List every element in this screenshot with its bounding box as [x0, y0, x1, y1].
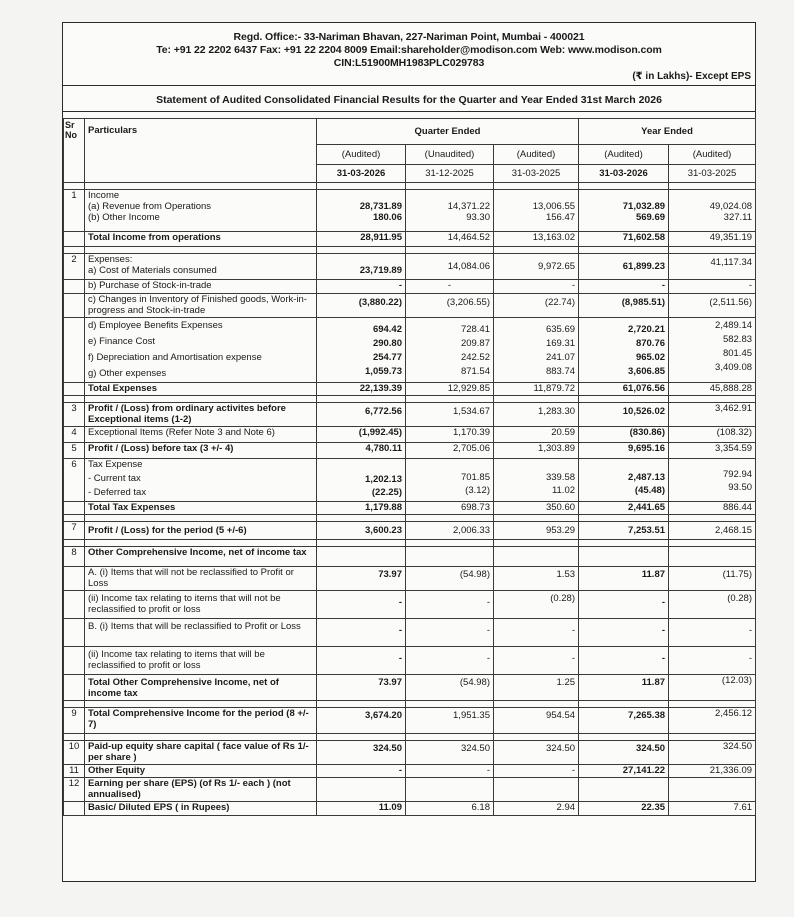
value: 582.83 [722, 334, 753, 345]
value: 209.87 [460, 338, 490, 349]
value-cell [579, 459, 669, 502]
value: 23,719.89 [317, 254, 406, 280]
status-cell: (Audited) [494, 145, 579, 165]
date-cell: 31-03-2025 [494, 165, 579, 183]
value: - [317, 647, 406, 675]
value: 45,888.28 [669, 383, 756, 396]
value: 11.87 [579, 675, 669, 701]
value: - [579, 591, 669, 619]
value: 2,487.13 [628, 472, 666, 483]
oci-b1-row [64, 619, 756, 647]
value: 20.59 [494, 427, 579, 443]
tax-expense-row [64, 459, 756, 502]
value: 1,534.67 [406, 403, 494, 427]
section-heading: Tax Expense [88, 459, 143, 470]
value: 71,602.58 [579, 232, 669, 247]
value: 324.50 [669, 741, 756, 765]
value: - [579, 619, 669, 647]
value: 13,006.55 [532, 201, 576, 212]
value: (11.75) [669, 567, 756, 591]
sr-cell: 10 [64, 741, 85, 765]
value: 324.50 [406, 741, 494, 765]
date-cell: 31-03-2026 [579, 165, 669, 183]
value: 2,456.12 [669, 708, 756, 734]
value: (2,511.56) [669, 294, 756, 318]
col-quarter-ended: Quarter Ended [317, 119, 579, 145]
value: 1.53 [494, 567, 579, 591]
row-label: (ii) Income tax relating to items that will not be reclassified to profit or loss [85, 591, 317, 619]
value: (12.03) [669, 675, 756, 701]
value: (54.98) [406, 567, 494, 591]
value: 324.50 [317, 741, 406, 765]
value: 2,489.14 [715, 320, 753, 331]
value: 11.87 [579, 567, 669, 591]
row-label: Total Tax Expenses [85, 502, 317, 515]
sr-cell: 1 [64, 190, 85, 232]
value: - [494, 765, 579, 778]
row-label: Total Comprehensive Income for the period (8 +/- 7) [85, 708, 317, 734]
value: (45.48) [634, 485, 666, 496]
value: - [579, 280, 669, 294]
total-tax-row [64, 502, 756, 515]
value: 73.97 [317, 675, 406, 701]
value: 12,929.85 [406, 383, 494, 396]
expense-particulars [85, 254, 317, 280]
results-statement [62, 22, 756, 882]
line-item-label: (a) Revenue from Operations [88, 201, 212, 212]
value: 6,772.56 [317, 403, 406, 427]
value-cell [406, 318, 494, 383]
expense-d-g-row [64, 318, 756, 383]
value: 3,606.85 [628, 366, 666, 377]
row-label: d) Employee Benefits Expenses [88, 320, 223, 331]
value: 28,731.89 [359, 201, 402, 212]
section-heading: Other Comprehensive Income, net of income tax [85, 547, 317, 567]
value: (3,206.55) [406, 294, 494, 318]
divider [63, 111, 755, 112]
tax-particulars [85, 459, 317, 502]
oci-heading-row [64, 547, 756, 567]
row-label: B. (i) Items that will be reclassified to Profit or Loss [85, 619, 317, 647]
value: 1,059.73 [365, 366, 402, 377]
value: 694.42 [372, 324, 402, 335]
value-cell [317, 190, 406, 232]
row-label: b) Purchase of Stock-in-trade [85, 280, 317, 294]
value: 11.09 [317, 802, 406, 816]
table-header-row [64, 119, 756, 145]
row-label: Profit / (Loss) before tax (3 +/- 4) [85, 443, 317, 459]
oci-a1-row [64, 567, 756, 591]
oci-b2-row [64, 647, 756, 675]
value: 324.50 [579, 741, 669, 765]
section-heading: Income [88, 190, 120, 201]
value: 180.06 [372, 212, 402, 223]
spacer-row [64, 734, 756, 741]
value: - [317, 765, 406, 778]
value-cell [406, 459, 494, 502]
col-particulars: Particulars [85, 119, 317, 183]
value: 3,409.08 [715, 362, 753, 373]
value: - [317, 280, 406, 294]
row-label: a) Cost of Materials consumed [88, 265, 217, 276]
value: 9,972.65 [494, 254, 579, 280]
value: 2,468.15 [669, 522, 756, 540]
expense-c-row [64, 294, 756, 318]
value: - [669, 280, 756, 294]
row-label: e) Finance Cost [88, 336, 156, 347]
value-cell [494, 190, 579, 232]
row-label: c) Changes in Inventory of Finished goods, Work-in-progress and Stock-in-trade [85, 294, 317, 318]
value: 1.25 [494, 675, 579, 701]
spacer-row [64, 247, 756, 254]
date-cell: 31-03-2025 [669, 165, 756, 183]
value: 2.94 [494, 802, 579, 816]
value: (0.28) [494, 591, 579, 619]
sr-cell: 12 [64, 778, 85, 802]
row-label: Paid-up equity share capital ( face value of Rs 1/- per share ) [85, 741, 317, 765]
row-label: g) Other expenses [88, 368, 167, 379]
value: - [494, 619, 579, 647]
value: 2,720.21 [628, 324, 666, 335]
value-cell [494, 459, 579, 502]
value: 49,351.19 [669, 232, 756, 247]
value: 2,006.33 [406, 522, 494, 540]
date-cell: 31-12-2025 [406, 165, 494, 183]
value: (54.98) [406, 675, 494, 701]
value-cell [494, 318, 579, 383]
value: 3,462.91 [669, 403, 756, 427]
row-label: (ii) Income tax relating to items that will be reclassified to profit or loss [85, 647, 317, 675]
row-label: Total Income from operations [85, 232, 317, 247]
row-label: Profit / (Loss) from ordinary activites before Exceptional items (1-2) [85, 403, 317, 427]
value: 22,139.39 [317, 383, 406, 396]
row-label: Total Expenses [85, 383, 317, 396]
value: 871.54 [460, 366, 490, 377]
oci-total-row [64, 675, 756, 701]
value: - [669, 619, 756, 647]
value: 21,336.09 [669, 765, 756, 778]
value: 1,951.35 [406, 708, 494, 734]
total-income-row [64, 232, 756, 247]
sr-cell: 7 [64, 522, 85, 540]
value: 3,600.23 [317, 522, 406, 540]
row-label: Exceptional Items (Refer Note 3 and Note 6) [85, 427, 317, 443]
value-cell [669, 318, 756, 383]
value: 2,705.06 [406, 443, 494, 459]
value: (0.28) [669, 591, 756, 619]
eps-row [64, 802, 756, 816]
value: 14,084.06 [406, 254, 494, 280]
value: 22.35 [579, 802, 669, 816]
value: (830.86) [579, 427, 669, 443]
spacer-row [64, 540, 756, 547]
total-expenses-row [64, 383, 756, 396]
value: 27,141.22 [579, 765, 669, 778]
other-equity-row [64, 765, 756, 778]
spacer-row [64, 396, 756, 403]
value: 965.02 [635, 352, 666, 363]
value: 241.07 [545, 352, 576, 363]
sr-cell: 5 [64, 443, 85, 459]
spacer-row [64, 701, 756, 708]
value-cell [317, 459, 406, 502]
sr-cell: 2 [64, 254, 85, 280]
value: 954.54 [494, 708, 579, 734]
value: - [579, 647, 669, 675]
value: 3,674.20 [317, 708, 406, 734]
value: (3,880.22) [317, 294, 406, 318]
sr-cell: 3 [64, 403, 85, 427]
value: 28,911.95 [317, 232, 406, 247]
value: 61,076.56 [579, 383, 669, 396]
value: (22.25) [371, 487, 402, 498]
value: 792.94 [722, 469, 753, 480]
cin-line: CIN:L51900MH1983PLC029783 [333, 57, 485, 69]
line-item-label: (b) Other Income [88, 212, 160, 223]
financial-results-table [63, 118, 755, 816]
line-item-label: - Deferred tax [88, 487, 147, 498]
value: 698.73 [406, 502, 494, 515]
value: 11.02 [551, 485, 576, 496]
value: 169.31 [545, 338, 576, 349]
total-comprehensive-income-row [64, 708, 756, 734]
sr-cell: 6 [64, 459, 85, 502]
row-label: Profit / (Loss) for the period (5 +/-6) [85, 522, 317, 540]
value: 635.69 [545, 324, 576, 335]
value: 3,354.59 [669, 443, 756, 459]
value-cell [406, 190, 494, 232]
value: 701.85 [460, 472, 490, 483]
line-item-label: - Current tax [88, 473, 141, 484]
value: 73.97 [317, 567, 406, 591]
units-note: (₹ in Lakhs)- Except EPS [632, 71, 751, 82]
value: - [406, 619, 494, 647]
value: 953.29 [494, 522, 579, 540]
value: 93.50 [728, 482, 753, 493]
statement-title: Statement of Audited Consolidated Financial Results for the Quarter and Year Ended 31st March 2026 [156, 94, 662, 106]
date-cell: 31-03-2026 [317, 165, 406, 183]
value: 1,283.30 [494, 403, 579, 427]
value: 7,265.38 [579, 708, 669, 734]
value: 1,202.13 [365, 474, 402, 485]
value: 350.60 [494, 502, 579, 515]
value: 324.50 [494, 741, 579, 765]
value: (22.74) [494, 294, 579, 318]
value: 61,899.23 [579, 254, 669, 280]
value: 156.47 [545, 212, 576, 223]
value: (3.12) [465, 485, 490, 496]
value: 339.58 [545, 472, 576, 483]
expense-b-row [64, 280, 756, 294]
row-label: Other Equity [85, 765, 317, 778]
row-label: A. (i) Items that will not be reclassified to Profit or Loss [85, 567, 317, 591]
divider [63, 85, 755, 86]
value: 569.69 [635, 212, 666, 223]
value: 14,371.22 [447, 201, 490, 212]
sr-cell: 9 [64, 708, 85, 734]
value: 9,695.16 [579, 443, 669, 459]
paid-up-capital-row [64, 741, 756, 765]
oci-a2-row [64, 591, 756, 619]
value: 10,526.02 [579, 403, 669, 427]
col-sr: Sr No [64, 119, 85, 183]
value: 883.74 [545, 366, 576, 377]
value: 728.41 [460, 324, 490, 335]
section-heading: Expenses: [88, 254, 133, 265]
value: - [317, 619, 406, 647]
eps-heading-row [64, 778, 756, 802]
value: - [406, 647, 494, 675]
expense-labels [85, 318, 317, 383]
value: 14,464.52 [406, 232, 494, 247]
value-cell [579, 318, 669, 383]
value: 7.61 [669, 802, 756, 816]
value: 327.11 [723, 212, 753, 223]
value: 290.80 [372, 338, 402, 349]
status-cell: (Audited) [669, 145, 756, 165]
spacer-row [64, 183, 756, 190]
value: 13,163.02 [494, 232, 579, 247]
value-cell [579, 190, 669, 232]
value: - [406, 765, 494, 778]
row-label: Earning per share (EPS) (of Rs 1/- each ) (not annualised) [85, 778, 317, 802]
sr-cell: 4 [64, 427, 85, 443]
exceptional-items-row [64, 427, 756, 443]
value: (8,985.51) [579, 294, 669, 318]
value: 1,170.39 [406, 427, 494, 443]
row-label: Total Other Comprehensive Income, net of income tax [85, 675, 317, 701]
row-label: Basic/ Diluted EPS ( in Rupees) [85, 802, 317, 816]
value-cell [317, 318, 406, 383]
value: (108.32) [669, 427, 756, 443]
value: 801.45 [722, 348, 753, 359]
sr-cell: 11 [64, 765, 85, 778]
value: 6.18 [406, 802, 494, 816]
value: - [494, 647, 579, 675]
value: 870.76 [635, 338, 666, 349]
value: 11,879.72 [494, 383, 579, 396]
value: - [317, 591, 406, 619]
profit-for-period-row [64, 522, 756, 540]
value: 93.30 [466, 212, 490, 223]
value-cell [669, 459, 756, 502]
value: - [669, 647, 756, 675]
value-cell [669, 190, 756, 232]
profit-before-exceptional-row [64, 403, 756, 427]
value: 49,024.08 [709, 201, 753, 212]
value: 4,780.11 [317, 443, 406, 459]
income-particulars [85, 190, 317, 232]
col-year-ended: Year Ended [579, 119, 756, 145]
status-cell: (Audited) [579, 145, 669, 165]
value: 7,253.51 [579, 522, 669, 540]
expense-a-row [64, 254, 756, 280]
status-cell: (Unaudited) [406, 145, 494, 165]
registered-office-line: Regd. Office:- 33-Nariman Bhavan, 227-Nariman Point, Mumbai - 400021 [233, 31, 585, 43]
profit-before-tax-row [64, 443, 756, 459]
value: 1,303.89 [494, 443, 579, 459]
value: (1,992.45) [317, 427, 406, 443]
value: - [406, 591, 494, 619]
value: 71,032.89 [622, 201, 666, 212]
spacer-row [64, 515, 756, 522]
value: 242.52 [460, 352, 490, 363]
value: - [494, 280, 579, 294]
status-cell: (Audited) [317, 145, 406, 165]
contact-line: Te: +91 22 2202 6437 Fax: +91 22 2204 8009 Email:shareholder@modison.com Web: www.modison.com [156, 44, 662, 56]
sr-cell: 8 [64, 547, 85, 567]
value: 41,117.34 [669, 254, 756, 280]
value: 886.44 [669, 502, 756, 515]
value: 2,441.65 [579, 502, 669, 515]
income-row [64, 190, 756, 232]
value: 254.77 [372, 352, 402, 363]
value: 1,179.88 [317, 502, 406, 515]
row-label: f) Depreciation and Amortisation expense [88, 352, 262, 363]
value: - [406, 280, 494, 294]
